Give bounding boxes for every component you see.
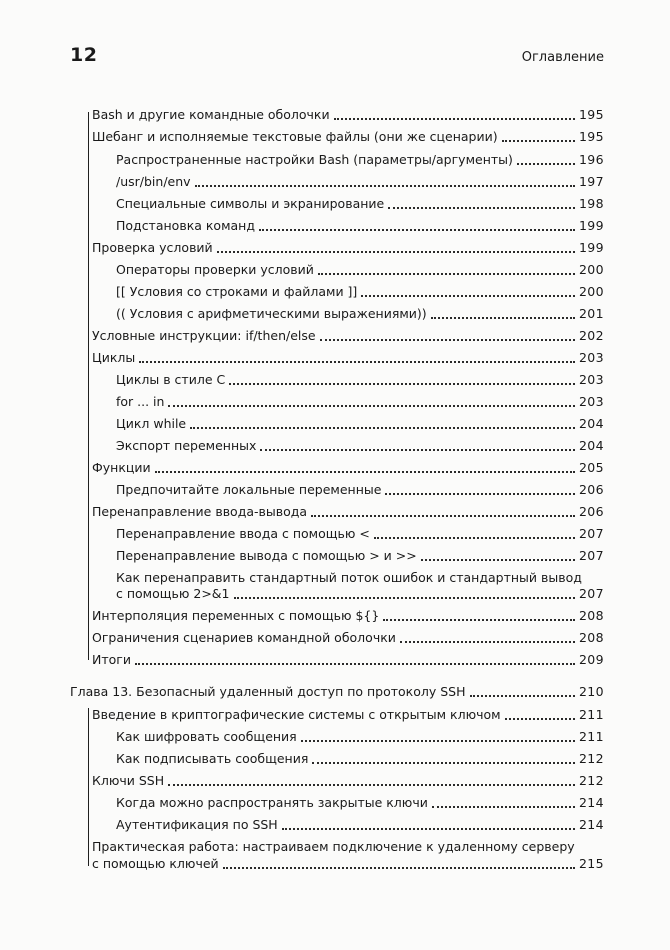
toc-entry[interactable]: Проверка условий 199 [92,240,604,255]
toc-entry[interactable]: [[ Условия со строками и файлами ]] 200 [116,284,604,299]
running-head: Оглавление [521,50,604,65]
toc-entry[interactable]: Распространенные настройки Bash (параметры/аргументы) 196 [116,152,604,167]
toc-entry[interactable]: Условные инструкции: if/then/else 202 [92,328,604,343]
toc-entry[interactable]: Цикл while 204 [116,416,604,431]
toc-entry[interactable]: for ... in 203 [116,394,604,409]
toc-entry[interactable]: Циклы в стиле С 203 [116,372,604,387]
toc-entry[interactable]: Шебанг и исполняемые текстовые файлы (они же сценарии) 195 [92,129,604,144]
toc-entry[interactable]: Циклы 203 [92,350,604,365]
toc-entry[interactable]: с помощью ключей 215 [92,856,604,871]
toc-entry[interactable]: Функции 205 [92,460,604,475]
toc-chapter-entry[interactable]: Глава 13. Безопасный удаленный доступ по протоколу SSH 210 [70,684,604,699]
chapter-rule [88,708,89,866]
toc-entry-first-line[interactable]: Практическая работа: настраиваем подключение к удаленному серверу [92,839,575,854]
toc-entry[interactable]: Перенаправление ввода с помощью < 207 [116,526,604,541]
toc-entry[interactable]: с помощью 2>&1 207 [116,586,604,601]
toc-entry[interactable]: Операторы проверки условий 200 [116,262,604,277]
toc-entry[interactable]: Bash и другие командные оболочки 195 [92,107,604,122]
toc-entry[interactable]: Подстановка команд 199 [116,218,604,233]
toc-entry[interactable]: (( Условия с арифметическими выражениями)) 201 [116,306,604,321]
toc-entry-first-line[interactable]: Как перенаправить стандартный поток ошибок и стандартный вывод [116,570,582,585]
section-rule [88,112,89,660]
toc-entry[interactable]: Аутентификация по SSH 214 [116,817,604,832]
toc-entry[interactable]: Итоги 209 [92,652,604,667]
toc-entry[interactable]: Когда можно распространять закрытые ключи 214 [116,795,604,810]
toc-entry[interactable]: Введение в криптографические системы с открытым ключом 211 [92,707,604,722]
toc-entry[interactable]: Интерполяция переменных с помощью ${} 208 [92,608,604,623]
toc-entry[interactable]: Перенаправление ввода-вывода 206 [92,504,604,519]
toc-entry[interactable]: Перенаправление вывода с помощью > и >> 207 [116,548,604,563]
toc-entry[interactable]: Специальные символы и экранирование 198 [116,196,604,211]
toc-entry[interactable]: Экспорт переменных 204 [116,438,604,453]
toc-entry[interactable]: Ограничения сценариев командной оболочки 208 [92,630,604,645]
toc-entry[interactable]: Как подписывать сообщения 212 [116,751,604,766]
toc-entry[interactable]: Предпочитайте локальные переменные 206 [116,482,604,497]
page-number: 12 [70,44,98,66]
toc-entry[interactable]: Ключи SSH 212 [92,773,604,788]
toc-entry[interactable]: /usr/bin/env 197 [116,174,604,189]
toc-entry[interactable]: Как шифровать сообщения 211 [116,729,604,744]
